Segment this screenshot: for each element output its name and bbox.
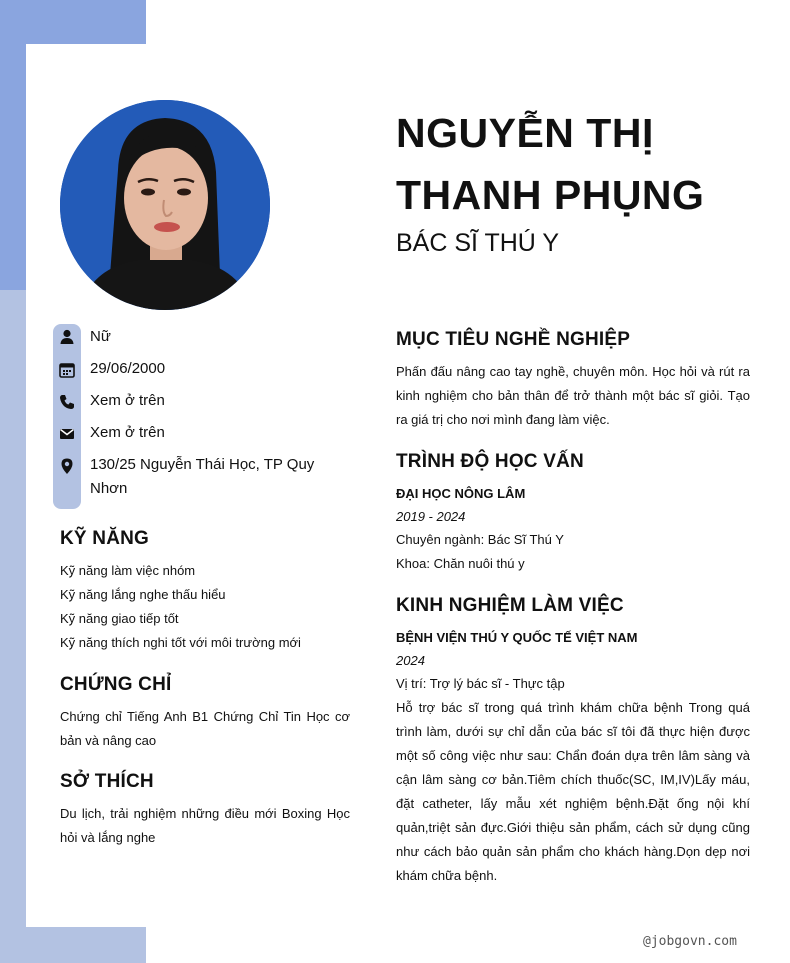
education-major: Chuyên ngành: Bác Sĩ Thú Y bbox=[396, 532, 564, 547]
full-name bbox=[396, 102, 776, 226]
phone-icon bbox=[58, 393, 76, 411]
experience-heading: KINH NGHIỆM LÀM VIỆC bbox=[396, 595, 624, 616]
education-years: 2019 - 2024 bbox=[396, 509, 466, 524]
watermark: @jobgovn.com bbox=[643, 934, 737, 949]
profile-photo bbox=[60, 100, 270, 310]
person-icon bbox=[58, 328, 76, 346]
skill-item: Kỹ năng lắng nghe thấu hiểu bbox=[60, 587, 226, 602]
skill-item: Kỹ năng làm việc nhóm bbox=[60, 563, 196, 578]
contact-icon-bar bbox=[53, 324, 81, 509]
decorative-strip-left bbox=[0, 290, 26, 963]
certificates-text: Chứng chỉ Tiếng Anh B1 Chứng Chỉ Tin Học cơ bản và nâng cao bbox=[60, 709, 350, 748]
birthdate-text: 29/06/2000 bbox=[90, 360, 166, 377]
objective-text: Phấn đấu nâng cao tay nghề, chuyên môn. Học hỏi và rút ra kinh nghiệm cho bản thân để trở thành một bác sĩ giỏi. Tạo ra giá trị cho nơi mình đang làm việc. bbox=[396, 364, 750, 427]
address-text: 130/25 Nguyễn Thái Học, TP Quy Nhơn bbox=[90, 456, 315, 497]
decorative-block-bottom bbox=[0, 927, 146, 963]
skills-heading: KỸ NĂNG bbox=[60, 528, 150, 549]
education-heading: TRÌNH ĐỘ HỌC VẤN bbox=[396, 451, 584, 472]
name-line-2: THANH PHỤNG bbox=[396, 172, 705, 218]
objective-heading: MỤC TIÊU NGHỀ NGHIỆP bbox=[396, 329, 631, 350]
email-icon bbox=[58, 425, 76, 443]
certificates-heading: CHỨNG CHỈ bbox=[60, 674, 172, 695]
skill-item: Kỹ năng thích nghi tốt với môi trường mới bbox=[60, 635, 301, 650]
experience-position: Vị trí: Trợ lý bác sĩ - Thực tập bbox=[396, 676, 565, 691]
hobbies-heading: SỞ THÍCH bbox=[60, 771, 154, 792]
phone-text: Xem ở trên bbox=[90, 392, 165, 409]
experience-company: BỆNH VIỆN THÚ Y QUỐC TẾ VIỆT NAM bbox=[396, 630, 638, 645]
email-text: Xem ở trên bbox=[90, 424, 165, 441]
calendar-icon bbox=[58, 361, 76, 379]
name-line-1: NGUYỄN THỊ bbox=[396, 110, 654, 156]
education-school: ĐẠI HỌC NÔNG LÂM bbox=[396, 486, 526, 501]
education-faculty: Khoa: Chăn nuôi thú y bbox=[396, 556, 525, 571]
experience-year: 2024 bbox=[396, 653, 425, 668]
gender-text: Nữ bbox=[90, 328, 111, 345]
experience-description: Hỗ trợ bác sĩ trong quá trình khám chữa bệnh Trong quá trình làm, dưới sự chỉ dẫn của bác sĩ tôi đã thực hiện được một số công việc như sau: Chẩn đoán dựa trên lâm sàng và cận lâm sàng cơ bản.Tiêm chích thuốc(SC, IM,IV)Lấy máu, đặt catheter, lấy mẫu xét nghiệm bệnh.Đặt ống nội khí quản,triệt sản đực.Giới thiệu sản phẩm, cách sử dụng cũng như cách bảo quản sản phẩm cho khách hàng.Dọn dẹp nơi khám chữa bệnh. bbox=[396, 700, 750, 883]
job-title: BÁC SĨ THÚ Y bbox=[396, 229, 560, 257]
hobbies-text: Du lịch, trải nghiệm những điều mới Boxing Học hỏi và lắng nghe bbox=[60, 806, 350, 845]
skill-item: Kỹ năng giao tiếp tốt bbox=[60, 611, 179, 626]
portrait-illustration bbox=[60, 100, 270, 310]
location-pin-icon bbox=[58, 457, 76, 475]
